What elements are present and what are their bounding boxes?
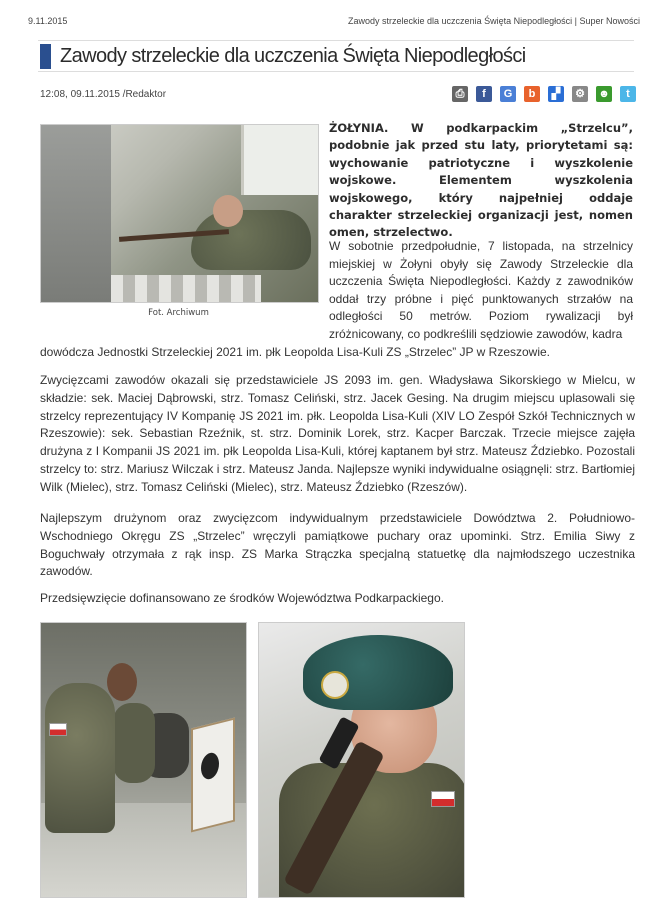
article-paragraph-1: W sobotnie przedpołudnie, 7 listopada, na strzelnicy miejskiej w Żołyni obyły się Zawody Strzeleckie dla uczczenia Święta Niepodległości. Każdy z zawodników oddał trzy próbne i pięć punktowanych strzałów na odległości 50 metrów. Poziom rywalizacji był zróżnicowany, co podkreślili sędziowie zawodów, kadra xyxy=(329,239,633,341)
article-paragraph-4: Przedsięwzięcie dofinansowano ze środków Województwa Podkarpackiego. xyxy=(40,591,444,605)
article-photo-main xyxy=(40,124,319,303)
title-accent xyxy=(40,44,51,69)
article-meta: 12:08, 09.11.2015 /Redaktor xyxy=(40,89,167,100)
google-icon[interactable]: G xyxy=(500,86,516,102)
article-paragraph-1-continued: dowódcza Jednostki Strzeleckiej 2021 im. płk Leopolda Lisa-Kuli ZS „Strzelec” JP w Rzeszowie. xyxy=(40,345,551,359)
print-date: 9.11.2015 xyxy=(28,16,68,26)
article-lead: ŻOŁYNIA. W podkarpackim „Strzelcu”, podobnie jak przed stu laty, priorytetami są: wychowanie patriotyczne i wyszkolenie wojskowe. Elementem wyszkolenia wojskowego, który najpełniej oddaje charakter strzeleckiej organizacji jest, nomen omen, strzelectwo. xyxy=(329,121,633,240)
digg-icon[interactable]: ⚙ xyxy=(572,86,588,102)
print-icon[interactable]: ⎙ xyxy=(452,86,468,102)
article-title-bar xyxy=(38,40,634,72)
twitter-icon[interactable]: t xyxy=(620,86,636,102)
nk-icon[interactable]: ☻ xyxy=(596,86,612,102)
facebook-icon[interactable]: f xyxy=(476,86,492,102)
blip-icon[interactable]: b xyxy=(524,86,540,102)
article-photo-2 xyxy=(40,622,247,898)
article-paragraph-2: Zwycięzcami zawodów okazali się przedstawiciele JS 2093 im. gen. Władysława Sikorskiego w Mielcu, w składzie: sek. Maciej Dąbrowski, strz. Tomasz Celiński, strz. Jacek Gesing. Na drugim miejscu uplasowali się strzelcy reprezentujący IV Kompanię JS 2021 im. płk. Leopolda Lisa-Kuli (XIV LO Zespół Szkół Technicznych w Rzeszowie): sek. Sebastian Rzeźnik, st. strz. Dominik Lorek, strz. Kacper Barczak. Trzecie miejsce zajęła drużyna z I Kompanii JS 2021 im. płk Leopolda Lisa-Kuli, której kaptanem był strz. Mateusz Ździebko. Pozostali strzelcy to: strz. Mariusz Wilczak i strz. Mateusz Janda. Najlepsze wyniki indywidualne osiągnęli: strz. Bartłomiej Wilk (Mielec), strz. Tomasz Celiński (Mielec), strz. Mateusz Ździebko (Rzeszów). xyxy=(40,373,635,494)
article-photo-3 xyxy=(258,622,465,898)
article-paragraph-3: Najlepszym drużynom oraz zwycięzcom indywidualnym przedstawiciele Dowództwa 2. Południowo-Wschodniego Okręgu ZS „Strzelec” wręczyli pamiątkowe puchary oraz upominki. Strz. Emilia Siwy z Boguchwały otrzymała z rąk insp. ZS Marka Strączka specjalną statuetkę dla najmłodszego uczestnika zawodów. xyxy=(40,511,635,579)
print-site-title: Zawody strzeleckie dla uczczenia Święta Niepodległości | Super Nowości xyxy=(348,16,640,26)
delicious-icon[interactable]: ▞ xyxy=(548,86,564,102)
photo-caption: Fot. Archiwum xyxy=(148,308,209,318)
article-title: Zawody strzeleckie dla uczczenia Święta Niepodległości xyxy=(60,45,526,67)
